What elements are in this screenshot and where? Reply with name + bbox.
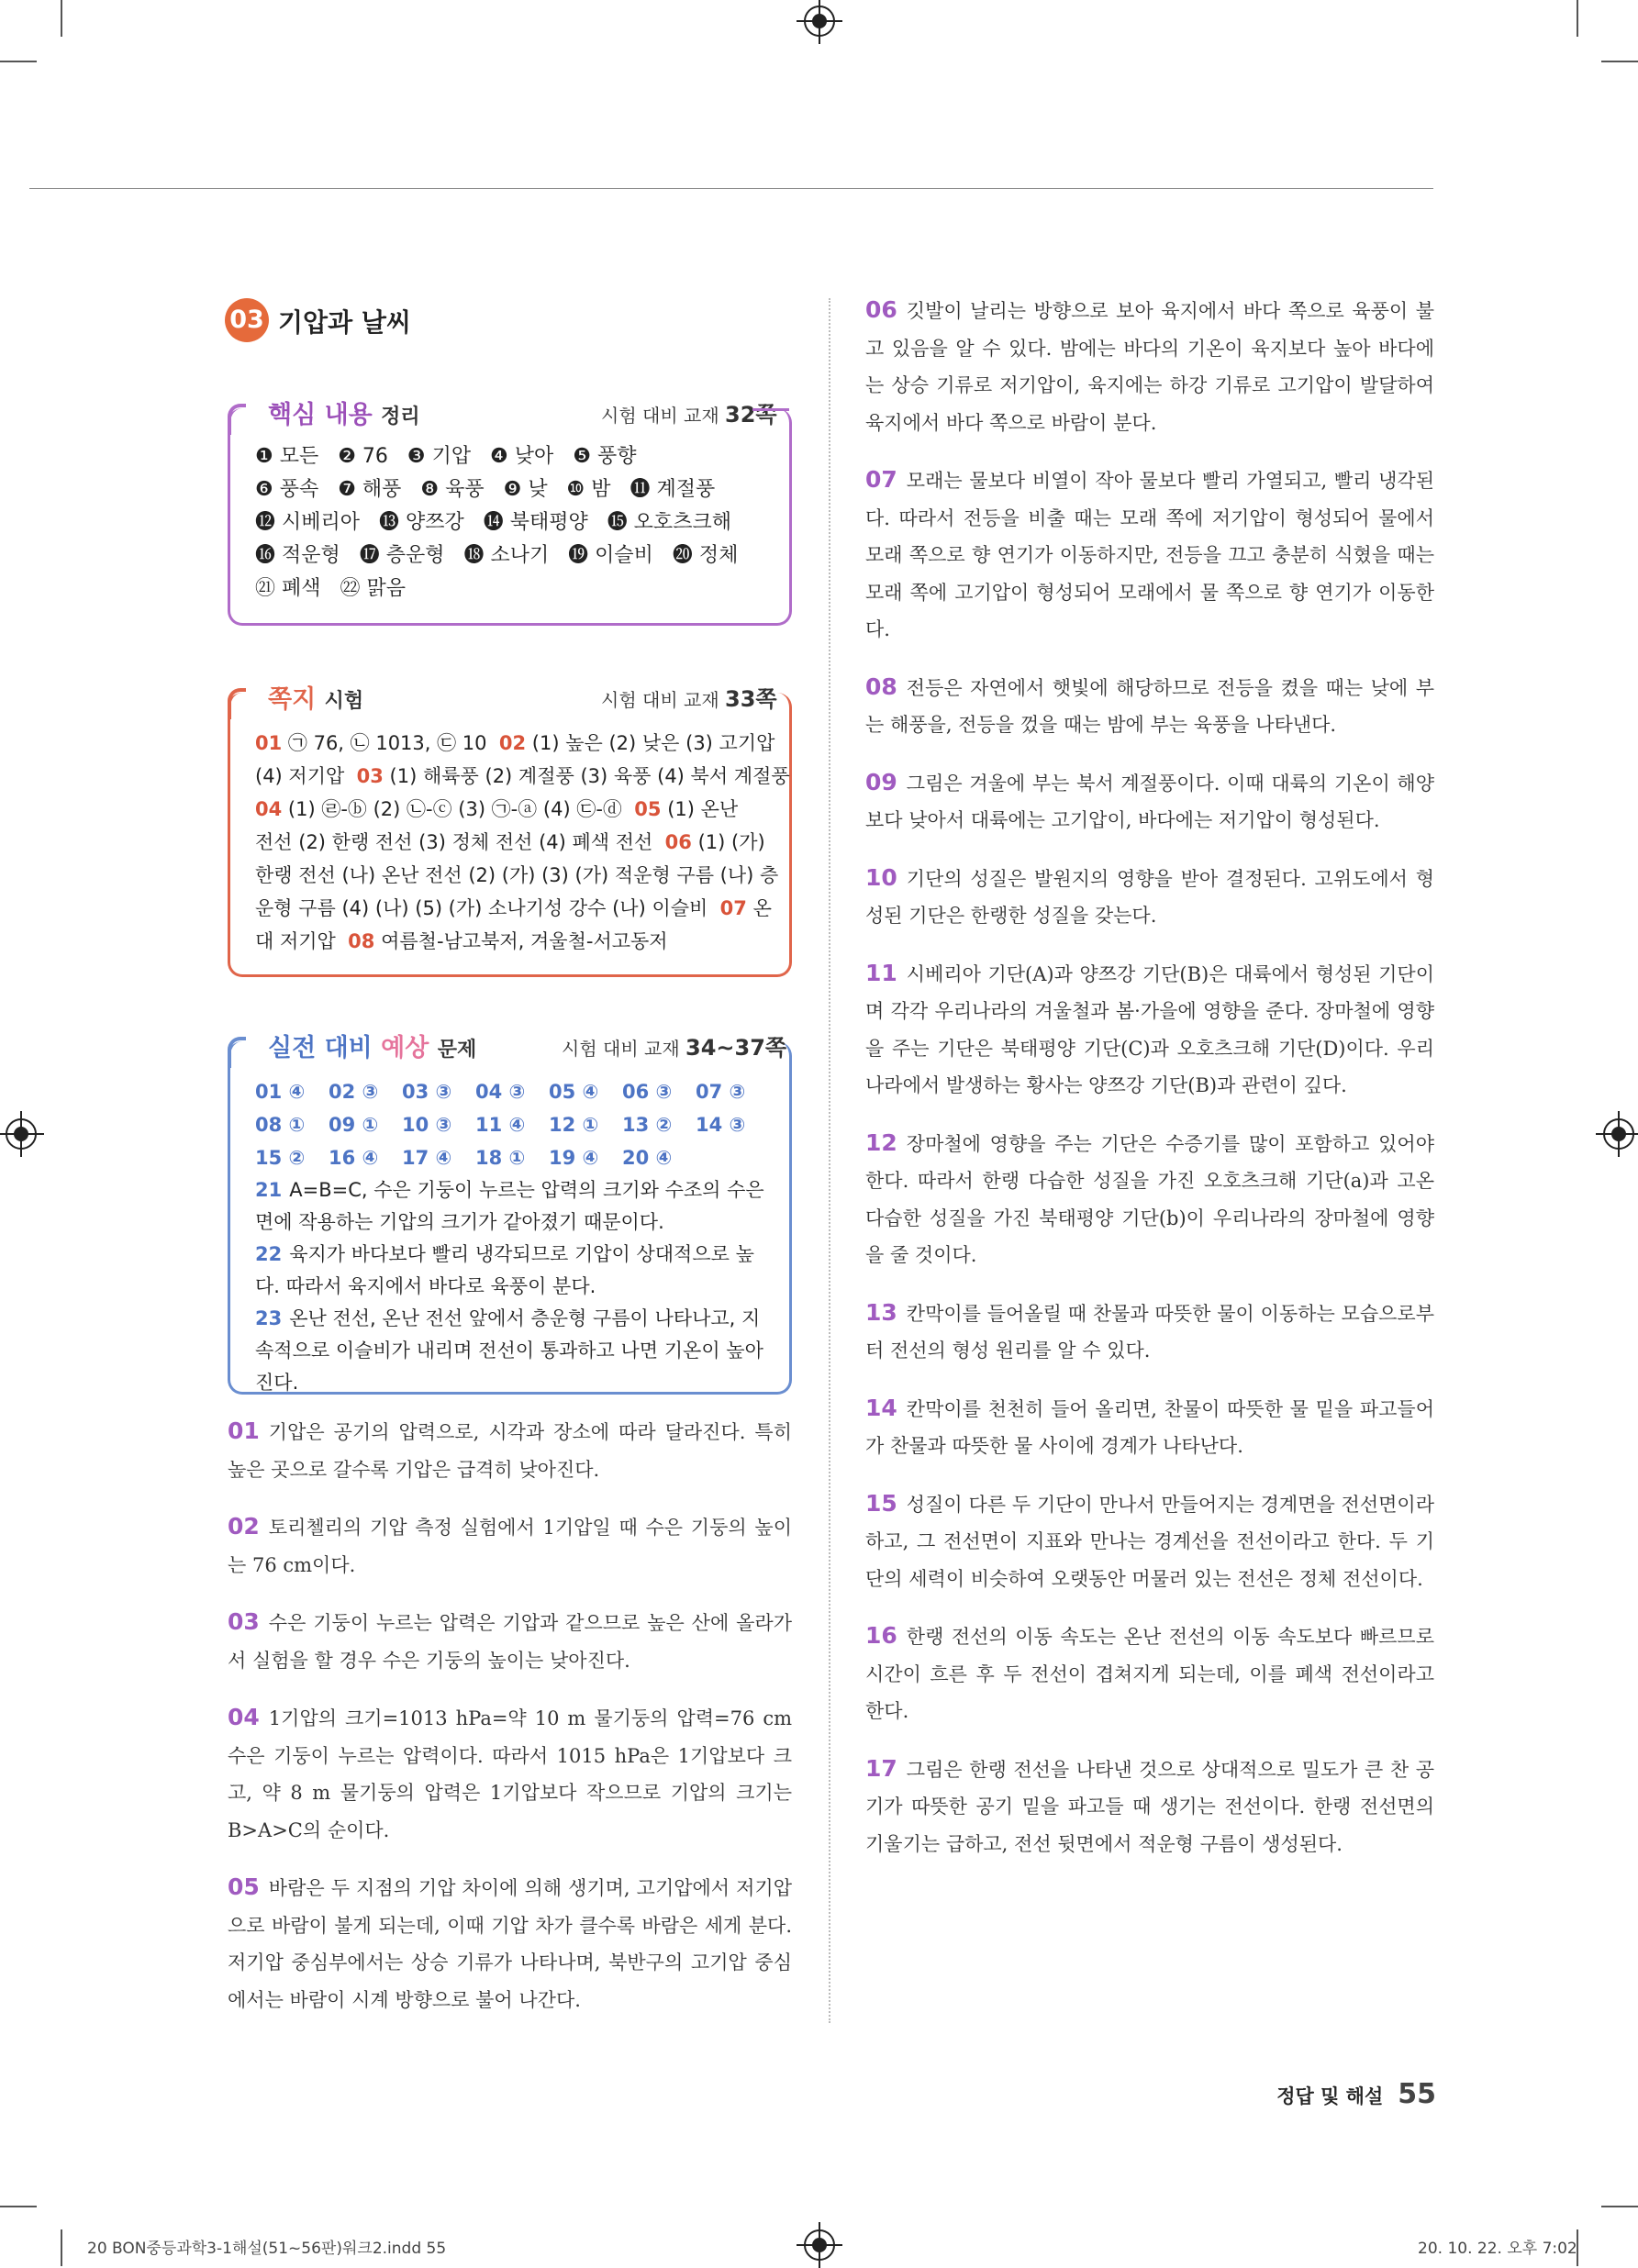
quiz-item-text: 전선 (2) 한랭 전선 (3) 정체 전선 (4) 폐색 전선: [255, 831, 665, 853]
answer-row: [255, 1075, 769, 1108]
answer-item: 02 ③: [329, 1081, 379, 1103]
paragraph-text: 깃발이 날리는 방향으로 보아 육지에서 바다 쪽으로 육풍이 불고 있음을 알 수 있다. 밤에는 바다의 기온이 육지보다 높아 바다에는 상승 기류로 저기압이, 육지에는 하강 기류로 고기압이 발달하여 육지에서 바다 쪽으로 바람이 분다.: [865, 300, 1434, 434]
box-corner-icon: [228, 1037, 246, 1068]
quiz-item-text: (1) (가): [691, 831, 765, 853]
crop-mark: [1601, 2206, 1638, 2207]
paragraph-number: 10: [865, 863, 897, 891]
explanation-paragraph: [865, 764, 1434, 839]
answer-item: 13 ②: [622, 1114, 673, 1136]
exam-box-content: [255, 1075, 769, 1399]
paragraph-text: 성질이 다른 두 기단이 만나서 만들어지는 경계면을 전선면이라 하고, 그 전선면이 지표와 만나는 경계선을 전선이라고 한다. 두 기단의 세력이 비슷하여 오랫동안 머물러 있는 전선은 정체 전선이다.: [865, 1493, 1434, 1590]
quiz-item-number: 04: [255, 798, 283, 820]
crop-mark: [61, 0, 62, 37]
explanation-paragraph: [865, 461, 1434, 649]
essay-text: 온난 전선, 온난 전선 앞에서 층운형 구름이 나타나고, 지속적으로 이슬비가 내리며 전선이 통과하고 나면 기온이 높아진다.: [255, 1307, 763, 1394]
essay-number: 23: [255, 1307, 283, 1329]
explanation-paragraph: [228, 1413, 792, 1488]
exam-box-title: 실전 대비 예상 문제: [268, 1034, 477, 1062]
answer-item: 06 ③: [622, 1081, 673, 1103]
explanation-paragraph: [865, 1751, 1434, 1863]
crop-mark: [0, 61, 37, 62]
paragraph-number: 14: [865, 1394, 897, 1421]
quiz-item-number: 05: [634, 798, 662, 820]
quiz-item-text: 운형 구름 (4) (나) (5) (가) 소나기성 강수 (나) 이슬비: [255, 897, 720, 919]
page-footer: 정답 및 해설 55: [1276, 2078, 1436, 2110]
answer-item: 07 ③: [696, 1081, 746, 1103]
paragraph-text: 바람은 두 지점의 기압 차이에 의해 생기며, 고기압에서 저기압으로 바람이 불게 되는데, 이때 기압 차가 클수록 바람은 세게 분다. 저기압 중심부에서는 상승 기류가 나타나며, 북반구의 고기압 중심에서는 바람이 시계 방향으로 불어 나간다.: [228, 1877, 792, 2011]
registration-mark: [804, 2229, 835, 2261]
quiz-line: [255, 727, 775, 760]
quiz-item-text: (1) ㉣-ⓑ (2) ㉡-ⓒ (3) ㉠-ⓐ (4) ㉢-ⓓ: [282, 798, 635, 820]
quiz-item-text: 여름철-남고북저, 겨울철-서고동저: [374, 930, 668, 952]
section-title: 기압과 날씨: [278, 307, 411, 338]
answer-row: [255, 1141, 769, 1174]
paragraph-text: 칸막이를 천천히 들어 올리면, 찬물이 따뜻한 물 밑을 파고들어가 찬물과 따뜻한 물 사이에 경계가 나타난다.: [865, 1397, 1434, 1457]
quiz-item-text: 한랭 전선 (나) 온난 전선 (2) (가) (3) (가) 적운형 구름 (나) 층: [255, 864, 779, 886]
quiz-item-text: (1) 해륙풍 (2) 계절풍 (3) 육풍 (4) 북서 계절풍: [383, 765, 790, 787]
box-corner-icon: [228, 688, 246, 719]
quiz-item-number: 03: [356, 765, 384, 787]
paragraph-number: 04: [228, 1704, 260, 1730]
column-divider: [829, 298, 830, 2023]
explanation-paragraph: [865, 860, 1434, 935]
answer-item: 20 ④: [622, 1147, 673, 1169]
explanation-paragraph: [865, 955, 1434, 1105]
paragraph-number: 17: [865, 1754, 897, 1782]
quiz-line: [255, 892, 772, 925]
paragraph-number: 07: [865, 466, 897, 493]
essay-answer: [255, 1303, 769, 1399]
answer-item: 03 ③: [402, 1081, 452, 1103]
explanation-paragraph: [228, 1508, 792, 1584]
slug-date: 20. 10. 22. 오후 7:02: [1418, 2240, 1577, 2258]
left-column: [228, 1413, 792, 2039]
paragraph-text: 시베리아 기단(A)과 양쯔강 기단(B)은 대륙에서 형성된 기단이며 각각 우리나라의 겨울철과 봄·가을에 영향을 준다. 장마철에 영향을 주는 기단은 북태평양 기단(C)과 오호츠크해 기단(D)이다. 우리나라에서 발생하는 황사는 양쯔강 기단(B)과 관련이 깊다.: [865, 962, 1434, 1096]
quiz-item-number: 06: [664, 831, 692, 853]
quiz-item-number: 02: [498, 732, 527, 754]
answer-item: 08 ①: [255, 1114, 306, 1136]
explanation-paragraph: [865, 292, 1434, 441]
registration-mark: [804, 6, 835, 37]
paragraph-number: 05: [228, 1873, 260, 1900]
quiz-item-number: 01: [255, 732, 283, 754]
section-number-badge: 03: [225, 298, 269, 342]
paragraph-text: 토리첼리의 기압 측정 실험에서 1기압일 때 수은 기둥의 높이는 76 cm이다.: [228, 1517, 792, 1576]
core-box-title: 핵심 내용 정리: [268, 401, 420, 429]
quiz-item-text: (1) 온난: [661, 798, 739, 820]
quiz-line: [255, 859, 779, 892]
paragraph-text: 칸막이를 들어올릴 때 찬물과 따뜻한 물이 이동하는 모습으로부터 전선의 형성 원리를 알 수 있다.: [865, 1302, 1434, 1362]
quiz-line: [255, 925, 769, 958]
quiz-item-text: (4) 저기압: [255, 765, 357, 787]
paragraph-number: 16: [865, 1622, 897, 1649]
explanation-paragraph: [865, 1485, 1434, 1598]
paragraph-text: 그림은 겨울에 부는 북서 계절풍이다. 이때 대륙의 기온이 해양보다 낮아서 대륙에는 고기압이, 바다에는 저기압이 형성된다.: [865, 772, 1434, 831]
answer-item: 18 ①: [475, 1147, 526, 1169]
answer-item: 09 ①: [329, 1114, 379, 1136]
crop-mark: [61, 2229, 62, 2266]
answer-item: 14 ③: [696, 1114, 746, 1136]
explanation-paragraph: [865, 1618, 1434, 1730]
answer-item: 05 ④: [549, 1081, 599, 1103]
explanation-paragraph: [228, 1869, 792, 2018]
paragraph-text: 기단의 성질은 발원지의 영향을 받아 결정된다. 고위도에서 형성된 기단은 한랭한 성질을 갖는다.: [865, 867, 1434, 927]
paragraph-number: 15: [865, 1489, 897, 1517]
paragraph-number: 02: [228, 1513, 260, 1540]
explanation-paragraph: [228, 1604, 792, 1679]
quiz-item-text: 온: [746, 897, 772, 919]
quiz-item-number: 08: [348, 930, 375, 952]
core-line: ❻ 풍속 ❼ 해풍 ❽ 육풍 ❾ 낮 ❿ 밤 ⓫ 계절풍: [255, 478, 716, 501]
paragraph-text: 한랭 전선의 이동 속도는 온난 전선의 이동 속도보다 빠르므로 시간이 흐른 후 두 전선이 겹쳐지게 되는데, 이를 폐색 전선이라고 한다.: [865, 1626, 1434, 1722]
quiz-item-text: 대 저기압: [255, 930, 349, 952]
essay-number: 22: [255, 1243, 283, 1265]
core-box-ref: 시험 대비 교재 32쪽: [601, 402, 777, 428]
answer-item: 11 ④: [475, 1114, 526, 1136]
quiz-item-text: ㉠ 76, ㉡ 1013, ㉢ 10: [282, 732, 499, 754]
answer-item: 15 ②: [255, 1147, 306, 1169]
essay-answer: [255, 1239, 769, 1303]
paragraph-number: 01: [228, 1418, 260, 1444]
box-top-rule: [752, 408, 789, 411]
answer-item: 16 ④: [329, 1147, 379, 1169]
page-rule: [29, 188, 1433, 189]
paragraph-text: 그림은 한랭 전선을 나타낸 것으로 상대적으로 밀도가 큰 찬 공기가 따뜻한 공기 밑을 파고들 때 생기는 전선이다. 한랭 전선면의 기울기는 급하고, 전선 뒷면에서 적운형 구름이 생성된다.: [865, 1758, 1434, 1855]
paragraph-number: 12: [865, 1128, 897, 1156]
paragraph-text: 수은 기둥이 누르는 압력은 기압과 같으므로 높은 산에 올라가서 실험을 할 경우 수은 기둥의 높이는 낮아진다.: [228, 1612, 792, 1672]
paragraph-text: 모래는 물보다 비열이 작아 물보다 빨리 가열되고, 빨리 냉각된다. 따라서 전등을 비출 때는 모래 쪽에 저기압이 형성되어 물에서 모래 쪽으로 향 연기가 이동하지만, 전등을 끄고 충분히 식혔을 때는 모래 쪽에 고기압이 형성되어 모래에서 물 쪽으로 향 연기가 이동한다.: [865, 470, 1434, 640]
quiz-line: [255, 826, 769, 859]
quiz-line: [255, 760, 790, 793]
essay-text: 육지가 바다보다 빨리 냉각되므로 기압이 상대적으로 높다. 따라서 육지에서 바다로 육풍이 분다.: [255, 1243, 754, 1297]
answer-item: 19 ④: [549, 1147, 599, 1169]
paragraph-number: 06: [865, 296, 897, 323]
box-corner-icon: [228, 404, 246, 435]
quiz-box-title: 쪽지 시험: [268, 685, 364, 714]
paragraph-number: 08: [865, 673, 897, 700]
core-box-content: [255, 440, 769, 606]
explanation-paragraph: [865, 669, 1434, 744]
explanation-paragraph: [865, 1125, 1434, 1274]
paragraph-text: 장마철에 영향을 주는 기단은 수증기를 많이 포함하고 있어야 한다. 따라서 한랭 다습한 성질을 가진 오호츠크해 기단(a)과 고온 다습한 성질을 가진 북태평양 기단(b)이 우리나라의 장마철에 영향을 줄 것이다.: [865, 1132, 1434, 1266]
explanation-paragraph: [228, 1699, 792, 1849]
answer-row: [255, 1108, 769, 1141]
paragraph-number: 11: [865, 959, 897, 986]
exam-box-ref: 시험 대비 교재 34~37쪽: [562, 1035, 787, 1061]
essay-answer: [255, 1174, 769, 1239]
explanation-paragraph: [865, 1295, 1434, 1370]
crop-mark: [1601, 61, 1638, 62]
paragraph-number: 03: [228, 1608, 260, 1635]
core-line: ❶ 모든 ❷ 76 ❸ 기압 ❹ 낮아 ❺ 풍향: [255, 445, 637, 468]
quiz-item-number: 07: [719, 897, 747, 919]
paragraph-text: 전등은 자연에서 햇빛에 해당하므로 전등을 켰을 때는 낮에 부는 해풍을, 전등을 껐을 때는 밤에 부는 육풍을 나타낸다.: [865, 676, 1434, 736]
core-line: ㉑ 폐색 ㉒ 맑음: [255, 577, 406, 600]
quiz-box-content: [255, 727, 790, 958]
quiz-box-ref: 시험 대비 교재 33쪽: [601, 686, 777, 712]
essay-number: 21: [255, 1179, 283, 1201]
right-column: [865, 292, 1434, 1883]
paragraph-number: 13: [865, 1298, 897, 1326]
paragraph-text: 1기압의 크기=1013 hPa=약 10 m 물기둥의 압력=76 cm 수은 기둥이 누르는 압력이다. 따라서 1015 hPa은 1기압보다 크고, 약 8 m 물기둥의 압력은 1기압보다 작으므로 기압의 크기는 B>A>C의 순이다.: [228, 1707, 792, 1841]
core-line: ⓬ 시베리아 ⓭ 양쯔강 ⓮ 북태평양 ⓯ 오호츠크해: [255, 511, 731, 534]
registration-mark: [6, 1118, 37, 1150]
crop-mark: [0, 2206, 37, 2207]
quiz-item-text: (1) 높은 (2) 낮은 (3) 고기압: [526, 732, 775, 754]
essay-text: A=B=C, 수은 기둥이 누르는 압력의 크기와 수조의 수은 면에 작용하는 기압의 크기가 같아졌기 때문이다.: [255, 1179, 764, 1233]
explanation-paragraph: [865, 1390, 1434, 1465]
quiz-line: [255, 793, 769, 826]
registration-mark: [1603, 1118, 1634, 1150]
answer-item: 17 ④: [402, 1147, 452, 1169]
answer-item: 01 ④: [255, 1081, 306, 1103]
crop-mark: [1577, 0, 1578, 37]
paragraph-number: 09: [865, 768, 897, 795]
answer-item: 10 ③: [402, 1114, 452, 1136]
answer-item: 12 ①: [549, 1114, 599, 1136]
paragraph-text: 기압은 공기의 압력으로, 시각과 장소에 따라 달라진다. 특히 높은 곳으로 갈수록 기압은 급격히 낮아진다.: [228, 1421, 792, 1481]
slug-filename: 20 BON중등과학3-1해설(51~56판)워크2.indd 55: [87, 2240, 447, 2258]
answer-item: 04 ③: [475, 1081, 526, 1103]
core-line: ⓰ 적운형 ⓱ 층운형 ⓲ 소나기 ⓳ 이슬비 ⓴ 정체: [255, 544, 739, 567]
